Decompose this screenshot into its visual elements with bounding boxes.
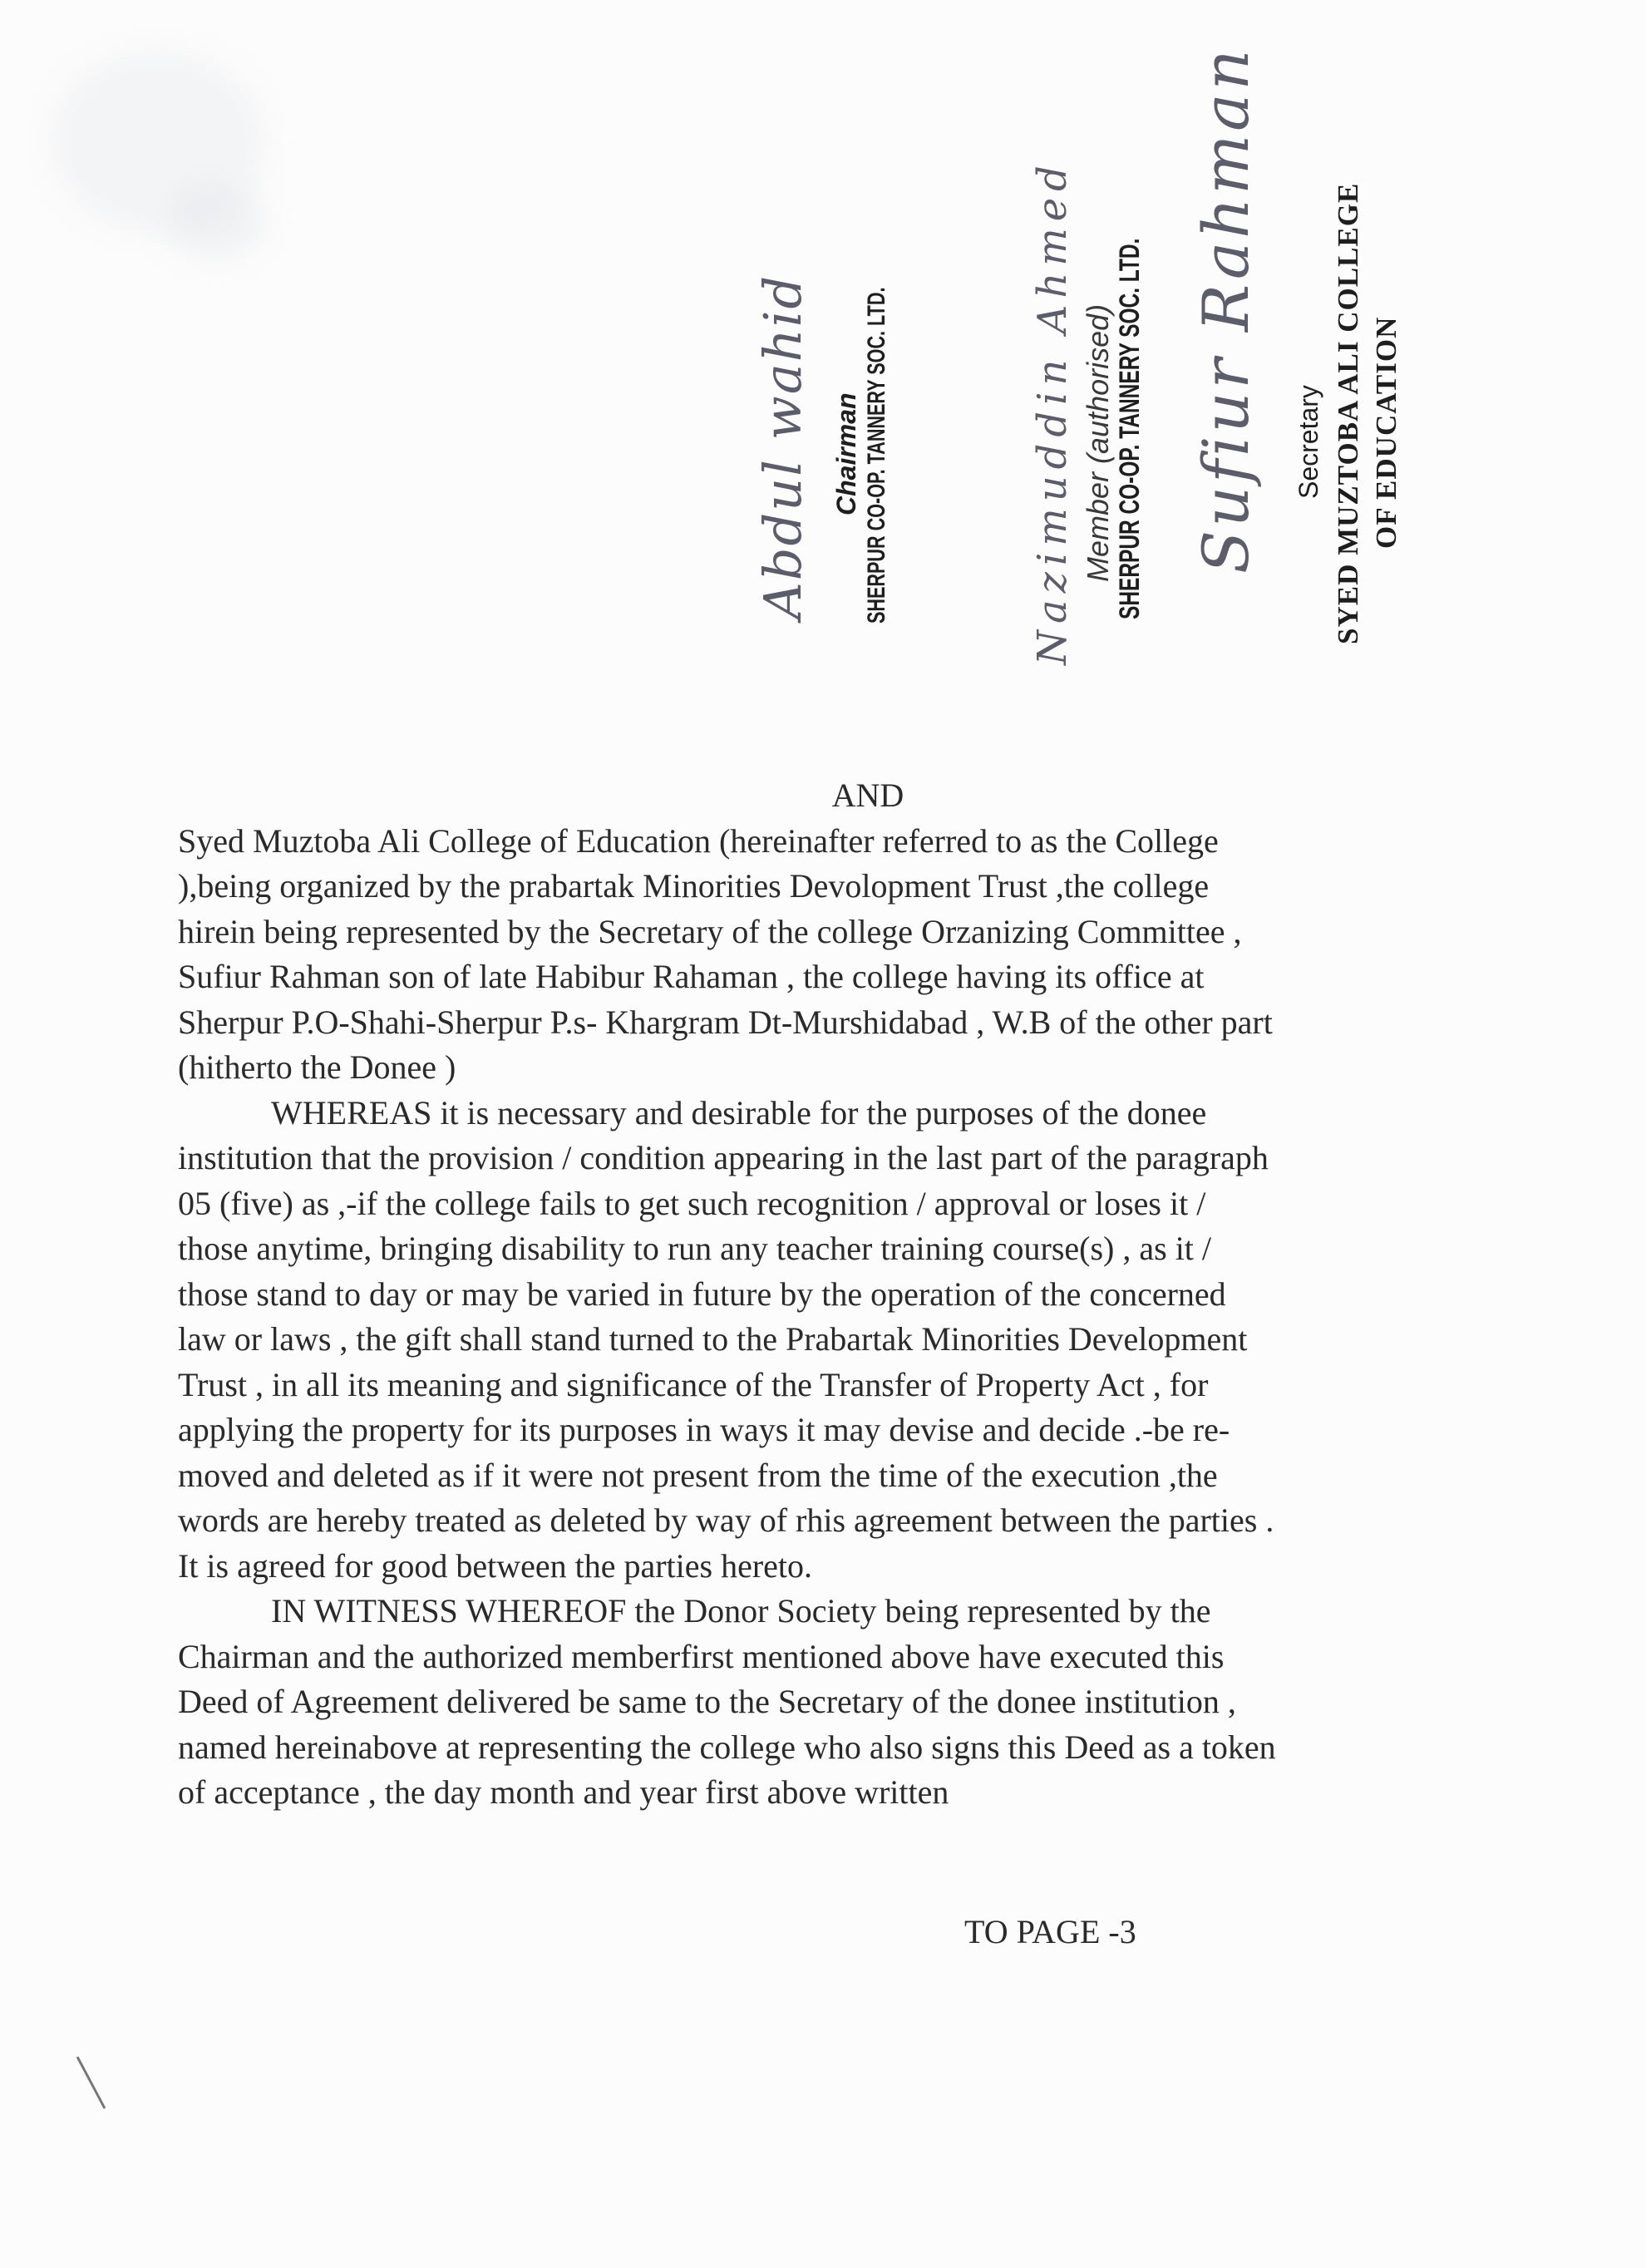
scan-mark bbox=[76, 2056, 106, 2108]
chairman-organization: SHERPUR CO-OP. TANNERY SOC. LTD. bbox=[863, 287, 890, 624]
text-line: ),being organized by the prabartak Minorities Devolopment Trust ,the college bbox=[178, 867, 1210, 905]
secretary-organization-line2: OF EDUCATION bbox=[1370, 316, 1402, 549]
scan-smudge bbox=[166, 183, 266, 258]
text-line: Chairman and the authorized memberfirst mentioned above have executed this bbox=[178, 1637, 1225, 1675]
text-line: Trust , in all its meaning and significance of the Transfer of Property Act , for bbox=[178, 1365, 1209, 1403]
text-line: Syed Muztoba Ali College of Education (hereinafter referred to as the College bbox=[178, 821, 1219, 860]
text-line: law or laws , the gift shall stand turned to the Prabartak Minorities Development bbox=[178, 1320, 1248, 1358]
chairman-signature: Abdul wahid bbox=[752, 274, 813, 619]
secretary-signature: Sufiur Rahman bbox=[1189, 46, 1263, 574]
text-line: institution that the provision / condition appearing in the last part of the paragraph bbox=[178, 1139, 1269, 1176]
secretary-organization-line1: SYED MUZTOBA ALI COLLEGE bbox=[1332, 182, 1364, 644]
section-heading: AND bbox=[831, 777, 904, 814]
text-line: Deed of Agreement delivered be same to the Secretary of the donee institution , bbox=[178, 1683, 1236, 1720]
paragraph-parties bbox=[178, 819, 1475, 1091]
page-reference: TO PAGE -3 bbox=[964, 1913, 1136, 1950]
text-line: words are hereby treated as deleted by way of rhis agreement between the parties . bbox=[178, 1501, 1274, 1539]
text-line: named hereinabove at representing the college who also signs this Deed as a token bbox=[178, 1728, 1276, 1766]
paragraph-whereas bbox=[178, 1091, 1475, 1590]
member-title: Member (authorised) bbox=[1081, 303, 1115, 582]
secretary-title: Secretary bbox=[1294, 385, 1323, 499]
text-line: It is agreed for good between the parties hereto. bbox=[178, 1546, 813, 1585]
text-line: those anytime, bringing disability to run any teacher training course(s) , as it / bbox=[178, 1230, 1212, 1267]
text-line: of acceptance , the day month and year first above written bbox=[178, 1773, 949, 1811]
chairman-organization-wrapper bbox=[863, 156, 891, 624]
text-line: applying the property for its purposes in ways it may devise and decide .-be re- bbox=[178, 1411, 1230, 1448]
chairman-title: Chairman bbox=[831, 392, 861, 515]
text-line: 05 (five) as ,-if the college fails to get such recognition / approval or loses it / bbox=[178, 1184, 1206, 1222]
text-line: moved and deleted as if it were not present from the time of the execution ,the bbox=[178, 1456, 1218, 1494]
member-signature: Nazimuddin Ahmed bbox=[1029, 159, 1076, 665]
text-line: Sufiur Rahman son of late Habibur Rahaman , the college having its office at bbox=[178, 958, 1205, 995]
document-body bbox=[178, 773, 1475, 1816]
member-organization: SHERPUR CO-OP. TANNERY SOC. LTD. bbox=[1114, 238, 1146, 619]
text-line: IN WITNESS WHEREOF the Donor Society being represented by the bbox=[271, 1592, 1211, 1630]
text-line: hirein being represented by the Secretary of the college Orzanizing Committee , bbox=[178, 912, 1242, 950]
text-line: those stand to day or may be varied in future by the operation of the concerned bbox=[178, 1275, 1226, 1313]
text-line: (hitherto the Donee ) bbox=[178, 1048, 456, 1086]
text-line: Sherpur P.O-Shahi-Sherpur P.s- Khargram Dt-Murshidabad , W.B of the other part bbox=[178, 1003, 1273, 1041]
paragraph-witness bbox=[178, 1589, 1475, 1816]
member-organization-wrapper bbox=[1114, 90, 1146, 619]
text-line: WHEREAS it is necessary and desirable for the purposes of the donee bbox=[271, 1093, 1207, 1132]
